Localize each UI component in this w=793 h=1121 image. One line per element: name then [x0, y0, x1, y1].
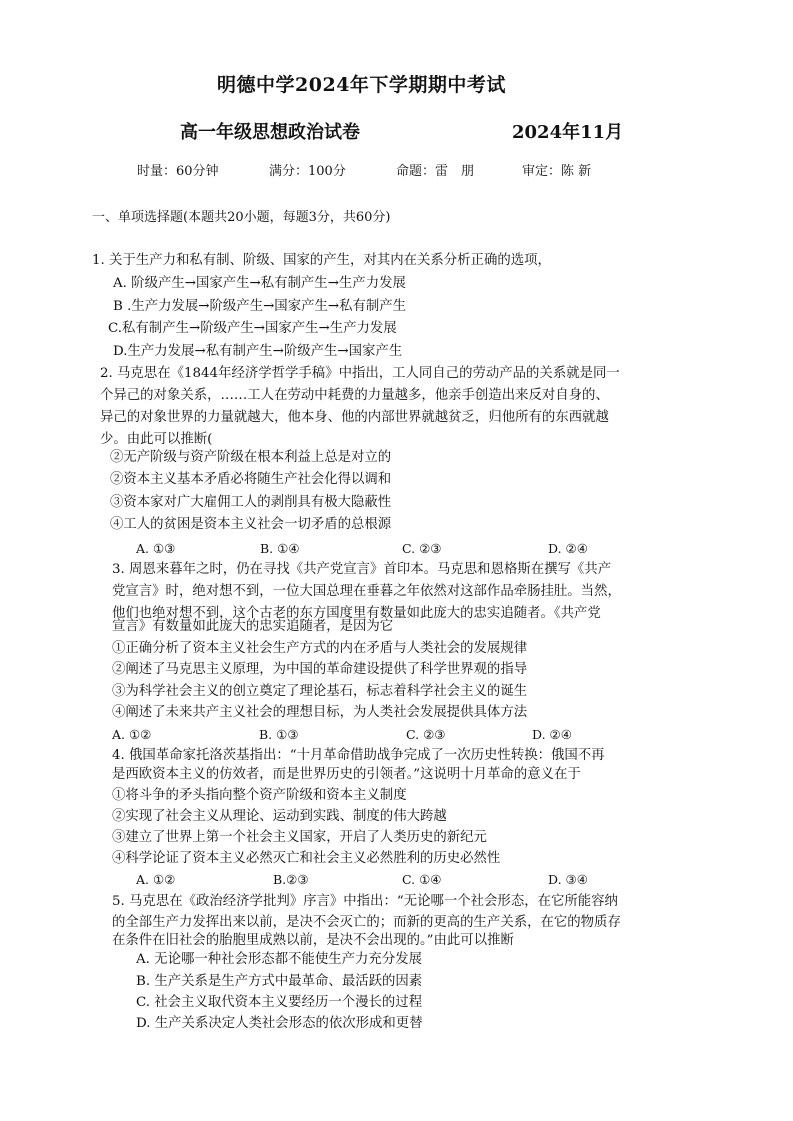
q2-stem-line-3: 异己的对象世界的力量就越大，他本身、他的内部世界就越贫乏，归他所有的东西就越 [100, 410, 609, 425]
paper-title: 高一年级思想政治试卷 [180, 122, 360, 143]
q3-choice-b: B. ①③ [259, 727, 299, 742]
q5-option-d: D. 生产关系决定人类社会形态的依次形成和更替 [136, 1016, 423, 1031]
q2-stem-line-2: 个异己的对象关系，……工人在劳动中耗费的力量越多，他亲手创造出来反对自身的、 [100, 388, 609, 403]
q2-choice-a: A. ①③ [136, 541, 176, 556]
q4-statement-1: ①将斗争的矛头指向整个资产阶级和资本主义制度 [112, 788, 407, 803]
q4-choice-d: D. ③④ [548, 872, 588, 887]
q5-option-a: A. 无论哪一种社会形态都不能使生产力充分发展 [136, 952, 422, 967]
q1-option-d: D.生产力发展→私有制产生→阶级产生→国家产生 [113, 344, 403, 359]
q4-statement-2: ②实现了社会主义从理论、运动到实践、制度的伟大跨越 [112, 809, 447, 824]
q5-option-c: C. 社会主义取代资本主义要经历一个漫长的过程 [136, 995, 423, 1010]
q5-stem-line-3: 在条件在旧社会的胎胞里成熟以前，是决不会出现的。”由此可以推断 [112, 933, 514, 948]
q1-option-a: A. 阶级产生→国家产生→私有制产生→生产力发展 [113, 276, 406, 291]
q4-choice-b: B.②③ [273, 872, 309, 887]
q2-stem-line-1: 2. 马克思在《1844年经济学哲学手稿》中指出，工人同自己的劳动产品的关系就是同一 [100, 366, 620, 381]
q3-stem-line-4: 宣言》有数量如此庞大的忠实追随者，是因为它 [112, 619, 394, 634]
q2-statement-1: ②无产阶级与资产阶级在根本利益上总是对立的 [110, 450, 392, 465]
q5-option-b: B. 生产关系是生产方式中最革命、最活跃的因素 [136, 974, 423, 989]
time-limit: 时量：60分钟 [137, 164, 219, 179]
q2-choice-c: C. ②③ [402, 541, 442, 556]
q4-stem-line-1: 4. 俄国革命家托洛茨基指出：“十月革命借助战争完成了一次历史性转换：俄国不再 [112, 748, 605, 763]
q2-statement-3: ③资本家对广大雇佣工人的剥削具有极大隐蔽性 [110, 495, 392, 510]
full-score: 满分：100分 [269, 164, 346, 179]
q1-option-c: C.私有制产生→阶级产生→国家产生→生产力发展 [108, 321, 397, 336]
school-exam-title: 明德中学2024年下学期期中考试 [217, 74, 506, 96]
q3-stem-line-1: 3. 周恩来暮年之时，仍在寻找《共产党宣言》首印本。马克思和恩格斯在撰写《共产 [112, 562, 612, 577]
section-heading: 一、单项选择题(本题共20小题，每题3分，共60分) [92, 210, 391, 225]
q3-choice-a: A. ①② [112, 727, 152, 742]
q4-choice-c: C. ①④ [402, 872, 442, 887]
q4-statement-4: ④科学论证了资本主义必然灭亡和社会主义必然胜利的历史必然性 [112, 851, 501, 866]
q3-choice-d: D. ②④ [532, 727, 572, 742]
q5-stem-line-1: 5. 马克思在《政治经济学批判》序言》中指出：“无论哪一个社会形态，在它所能容纳 [112, 894, 618, 909]
q3-statement-1: ①正确分析了资本主义社会生产方式的内在矛盾与人类社会的发展规律 [112, 641, 528, 656]
q4-statement-3: ③建立了世界上第一个社会主义国家，开启了人类历史的新纪元 [112, 830, 487, 845]
q3-statement-3: ③为科学社会主义的创立奠定了理论基石，标志着科学社会主义的诞生 [112, 684, 528, 699]
q1-option-b: B .生产力发展→阶级产生→国家产生→私有制产生 [113, 299, 407, 314]
q3-statement-2: ②阐述了马克思主义原理，为中国的革命建设提供了科学世界观的指导 [112, 662, 528, 677]
q2-choice-b: B. ①④ [260, 541, 300, 556]
reviewer: 审定：陈 新 [522, 164, 592, 179]
q3-stem-line-3: 他们也绝对想不到，这个古老的东方国度里有数量如此庞大的忠实追随者。《共产党 [112, 606, 601, 621]
q2-choice-d: D. ②④ [548, 541, 588, 556]
q2-statement-2: ②资本主义基本矛盾必将随生产社会化得以调和 [110, 472, 392, 487]
q4-stem-line-2: 是西欧资本主义的仿效者，而是世界历史的引领者。”这说明十月革命的意义在于 [112, 767, 581, 782]
q2-stem-line-4: 少。由此可以推断( [100, 432, 213, 447]
q5-stem-line-2: 的全部生产力发挥出来以前，是决不会灭亡的；而新的更高的生产关系，在它的物质存 [112, 915, 621, 930]
question-author: 命题：雷 朋 [396, 164, 475, 179]
q3-statement-4: ④阐述了未来共产主义社会的理想目标，为人类社会发展提供具体方法 [112, 705, 528, 720]
q2-statement-4: ④工人的贫困是资本主义社会一切矛盾的总根源 [110, 517, 392, 532]
exam-date: 2024年11月 [512, 122, 624, 143]
q4-choice-a: A. ①② [136, 872, 176, 887]
q3-stem-line-2: 党宣言》时，绝对想不到，一位大国总理在垂暮之年依然对这部作品牵肠挂肚。当然， [112, 584, 621, 599]
q3-choice-c: C. ②③ [406, 727, 446, 742]
q1-stem: 1. 关于生产力和私有制、阶级、国家的产生，对其内在关系分析正确的选项， [92, 253, 551, 268]
